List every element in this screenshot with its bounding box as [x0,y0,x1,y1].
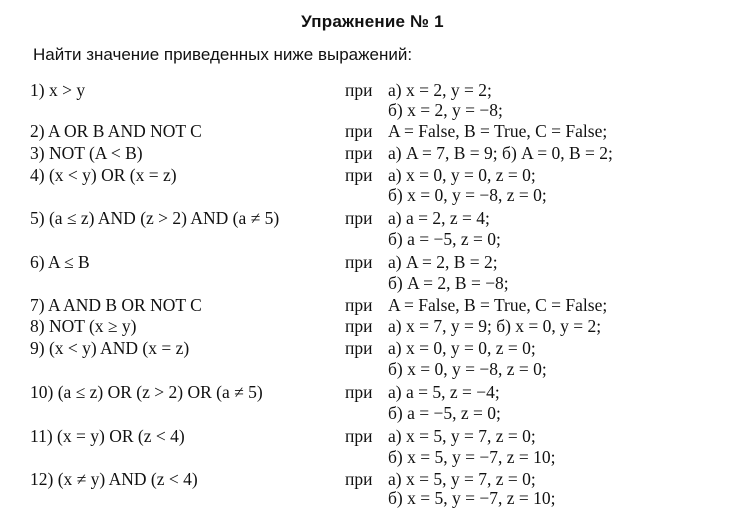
expression: 4) (x < y) OR (x = z) [30,165,177,185]
condition-keyword: при [345,252,373,272]
exercise-item-8 [0,316,745,338]
expression: 8) NOT (x ≥ y) [30,316,137,336]
condition-keyword: при [345,469,373,489]
exercise-item-9 [0,338,745,360]
expression: 10) (a ≤ z) OR (z > 2) OR (a ≠ 5) [30,382,263,402]
condition-keyword: при [345,121,373,141]
condition-line-a: A = False, B = True, C = False; [388,121,608,141]
condition-line-a: а) x = 2, y = 2; [388,80,492,100]
condition-line-b: б) x = 5, y = −7, z = 10; [388,447,556,467]
condition-line-a: A = False, B = True, C = False; [388,295,608,315]
exercise-item-3 [0,143,745,165]
exercise-item-6 [0,252,745,274]
exercise-item-1-cont [0,100,745,122]
condition-line-b: б) x = 0, y = −8, z = 0; [388,185,547,205]
exercise-item-11-cont [0,447,745,469]
condition-line-b: б) A = 2, B = −8; [388,273,509,293]
condition-line-a: а) a = 5, z = −4; [388,382,500,402]
condition-line-a: а) x = 0, y = 0, z = 0; [388,165,536,185]
condition-keyword: при [345,382,373,402]
expression: 7) A AND B OR NOT C [30,295,202,315]
exercise-item-5-cont [0,229,745,251]
exercise-item-1 [0,80,745,102]
exercise-item-10-cont [0,403,745,425]
condition-keyword: при [345,295,373,315]
exercise-item-2 [0,121,745,143]
condition-keyword: при [345,338,373,358]
condition-line-b: б) a = −5, z = 0; [388,229,501,249]
exercise-item-5 [0,208,745,230]
exercise-item-6-cont [0,273,745,295]
condition-keyword: при [345,316,373,336]
exercise-item-9-cont [0,359,745,381]
expression: 3) NOT (A < B) [30,143,143,163]
condition-line-a: а) A = 2, B = 2; [388,252,498,272]
expression: 2) A OR B AND NOT C [30,121,202,141]
condition-keyword: при [345,208,373,228]
condition-keyword: при [345,80,373,100]
condition-keyword: при [345,165,373,185]
condition-line-a: а) a = 2, z = 4; [388,208,490,228]
condition-line-a: а) x = 5, y = 7, z = 0; [388,426,536,446]
expression: 6) A ≤ B [30,252,90,272]
expression: 1) x > y [30,80,86,100]
condition-line-b: б) x = 2, y = −8; [388,100,503,120]
exercise-item-7 [0,295,745,317]
page-title: Упражнение № 1 [301,12,444,31]
condition-line-b: б) x = 5, y = −7, z = 10; [388,488,556,508]
condition-line-a: а) x = 7, y = 9; б) x = 0, y = 2; [388,316,602,336]
condition-line-a: а) A = 7, B = 9; б) A = 0, B = 2; [388,143,613,163]
expression: 12) (x ≠ y) AND (z < 4) [30,469,198,489]
instruction-text: Найти значение приведенных ниже выражений: [33,45,413,64]
condition-line-b: б) a = −5, z = 0; [388,403,501,423]
condition-line-b: б) x = 0, y = −8, z = 0; [388,359,547,379]
expression: 11) (x = y) OR (z < 4) [30,426,185,446]
exercise-item-4-cont [0,185,745,207]
condition-line-a: а) x = 5, y = 7, z = 0; [388,469,536,489]
condition-keyword: при [345,143,373,163]
condition-keyword: при [345,426,373,446]
expression: 5) (a ≤ z) AND (z > 2) AND (a ≠ 5) [30,208,280,228]
exercise-item-10 [0,382,745,404]
exercise-item-4 [0,165,745,187]
condition-line-a: а) x = 0, y = 0, z = 0; [388,338,536,358]
exercise-item-11 [0,426,745,448]
expression: 9) (x < y) AND (x = z) [30,338,190,358]
